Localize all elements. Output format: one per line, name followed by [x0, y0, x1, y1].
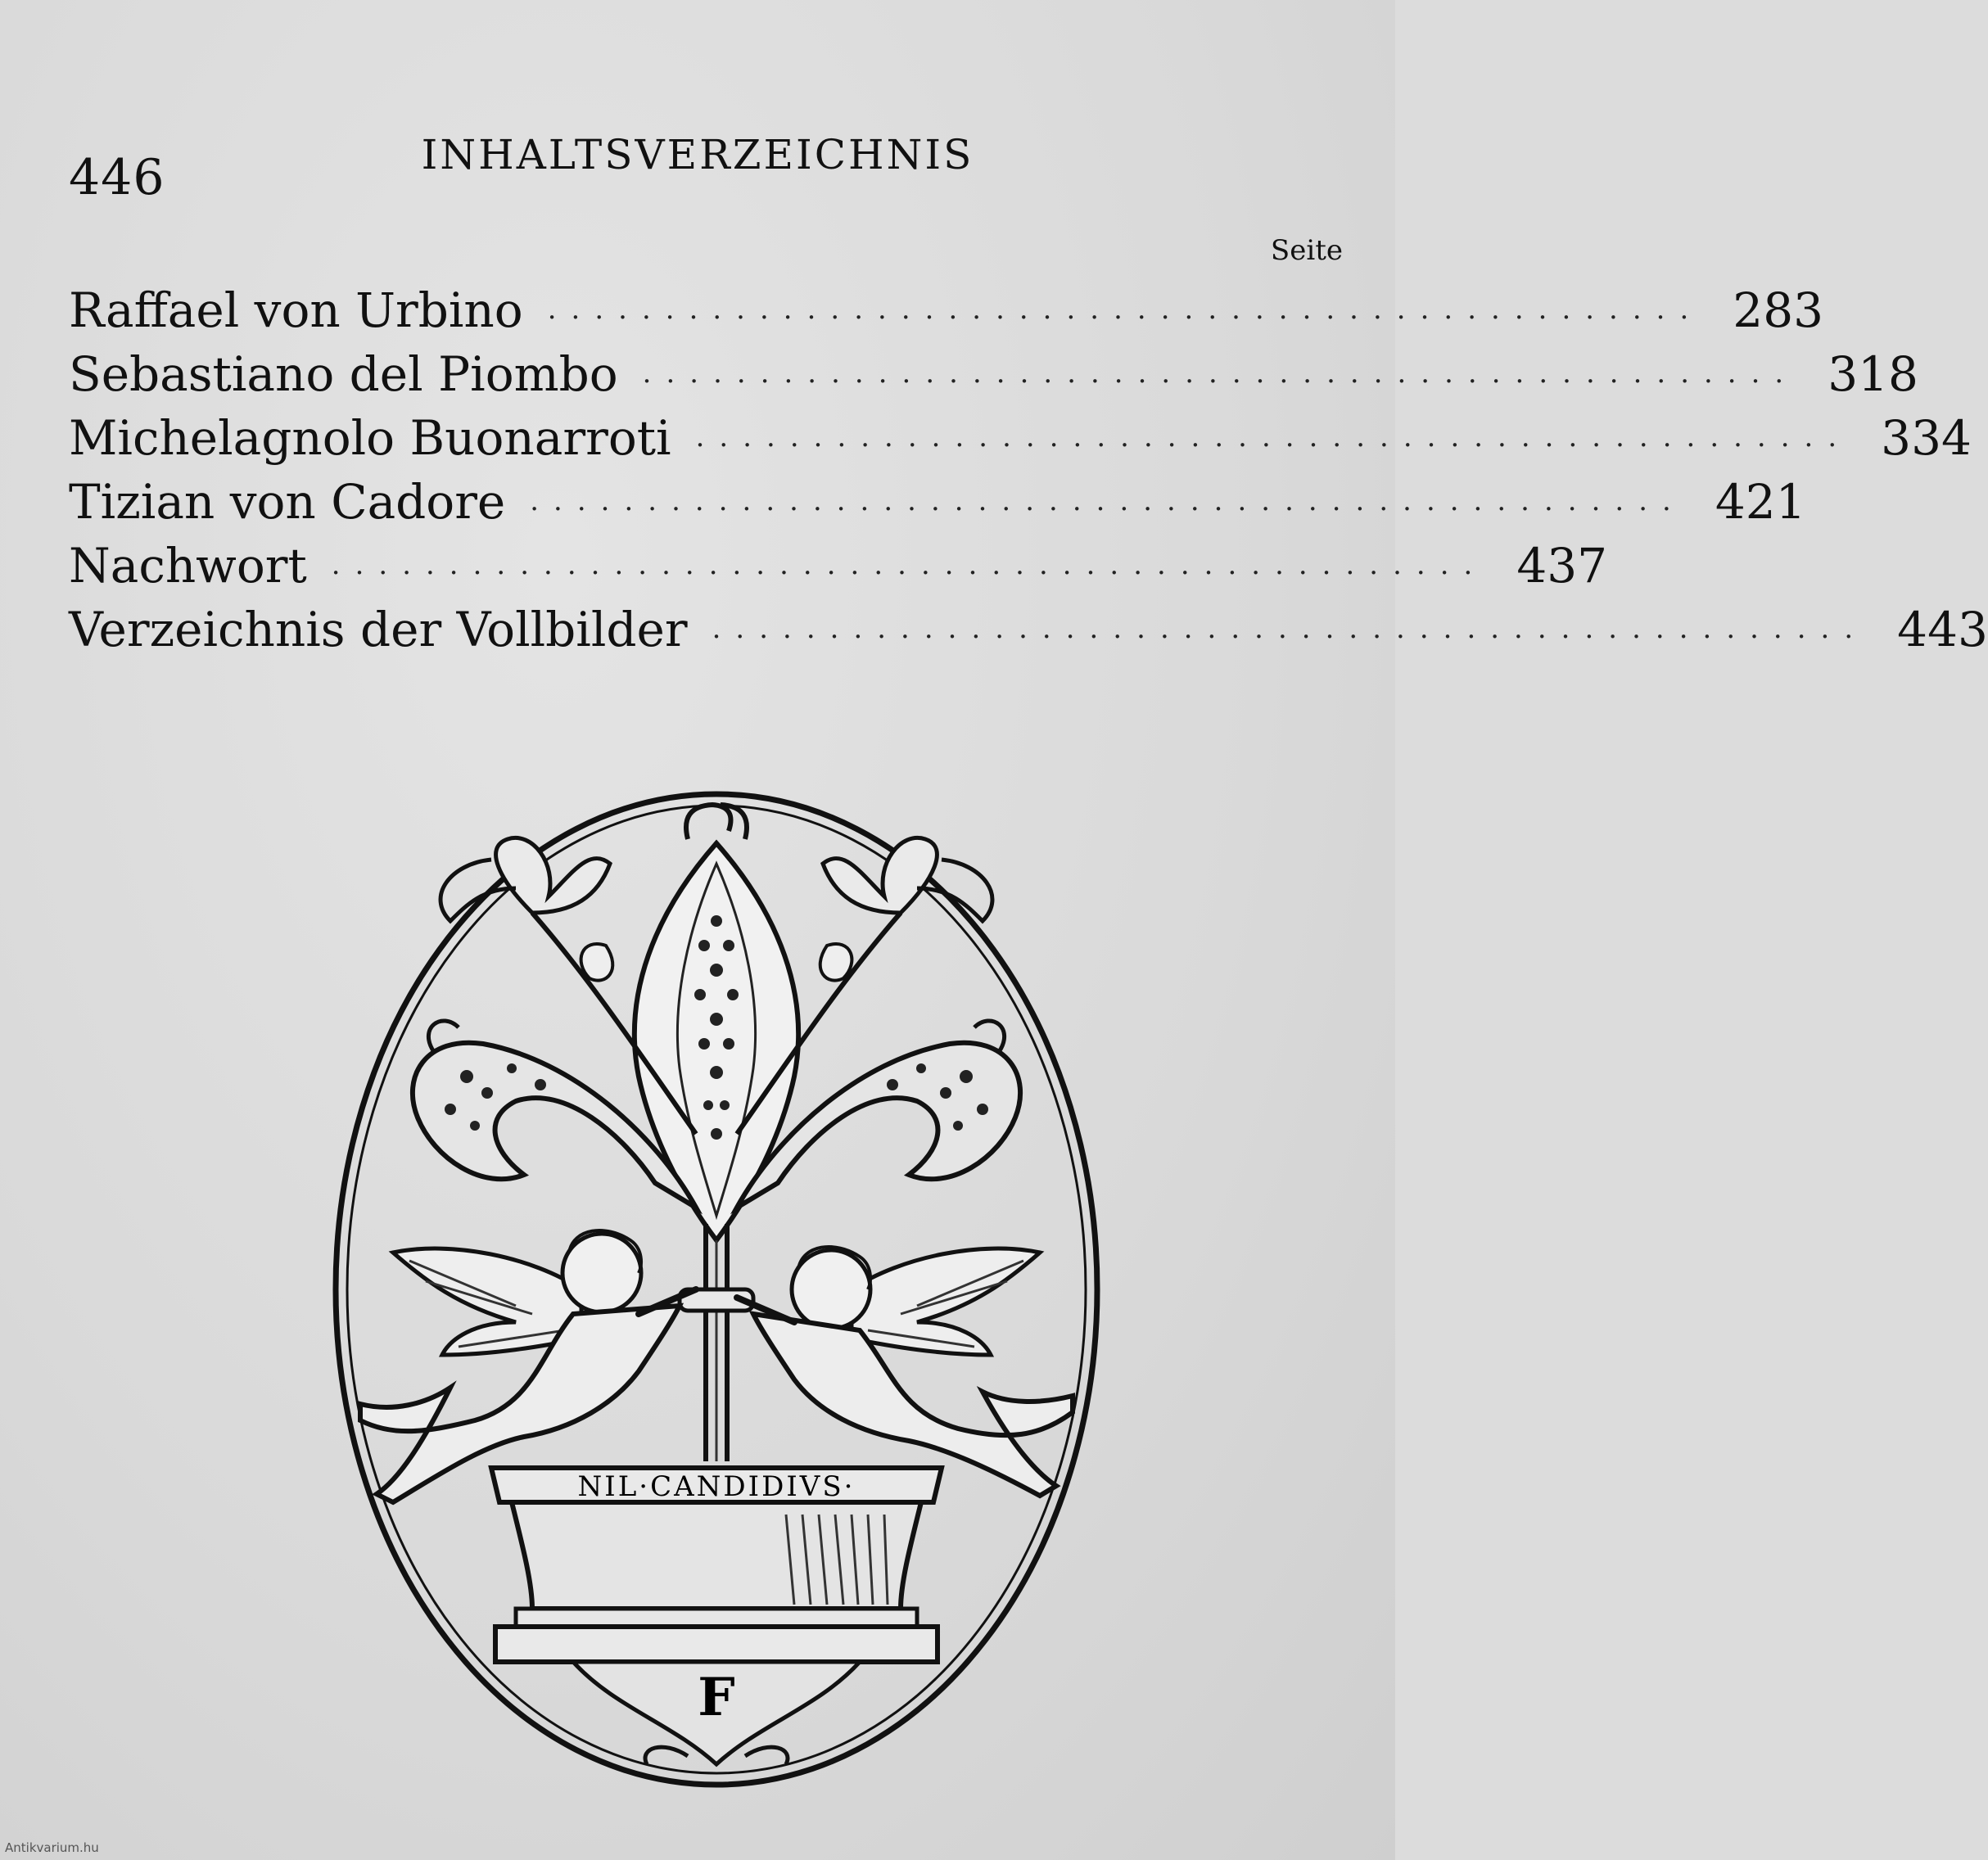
toc-entry-title: Michelagnolo Buonarroti: [69, 410, 671, 466]
toc-entry-page: 421: [1715, 474, 1806, 530]
dot-leader: ·················································: [331, 557, 1488, 589]
running-title: INHALTSVERZEICHNIS: [421, 131, 974, 178]
printers-mark-lily-cherubs-icon: [328, 782, 1105, 1789]
toc-entry-page: 443: [1897, 602, 1988, 657]
toc-entry-title: Raffael von Urbino: [69, 282, 523, 338]
toc-entry-page: 283: [1733, 282, 1824, 338]
toc-entry-page: 334: [1881, 410, 1972, 466]
toc-entry-title: Tizian von Cadore: [69, 474, 506, 530]
toc-entry-page: 437: [1516, 538, 1608, 594]
dot-leader: ·················································: [530, 493, 1686, 526]
dot-leader: ·················································: [695, 429, 1852, 462]
toc-entry: [69, 346, 1918, 410]
toc-entry: [69, 282, 1824, 346]
page-number: 446: [69, 149, 165, 206]
dot-leader: ·················································: [547, 301, 1704, 334]
toc-entry-title: Sebastiano del Piombo: [69, 346, 618, 402]
toc-entry: [69, 538, 1608, 602]
dot-leader: ·················································: [712, 621, 1868, 653]
toc-entry-page: 318: [1828, 346, 1918, 402]
toc-entry-title: Verzeichnis der Vollbilder: [69, 602, 688, 657]
watermark: Antikvarium.hu: [5, 1840, 99, 1855]
toc-entry: [69, 410, 1972, 474]
emblem-motto: NIL·CANDIDIVS·: [577, 1470, 856, 1503]
toc-column-label: Seite: [1270, 234, 1343, 267]
table-of-contents: [69, 282, 1988, 666]
dot-leader: ·················································: [642, 365, 1799, 398]
toc-entry: [69, 602, 1988, 666]
emblem-mark-letter: F: [698, 1667, 735, 1728]
toc-entry-title: Nachwort: [69, 538, 307, 594]
toc-entry: [69, 474, 1806, 538]
